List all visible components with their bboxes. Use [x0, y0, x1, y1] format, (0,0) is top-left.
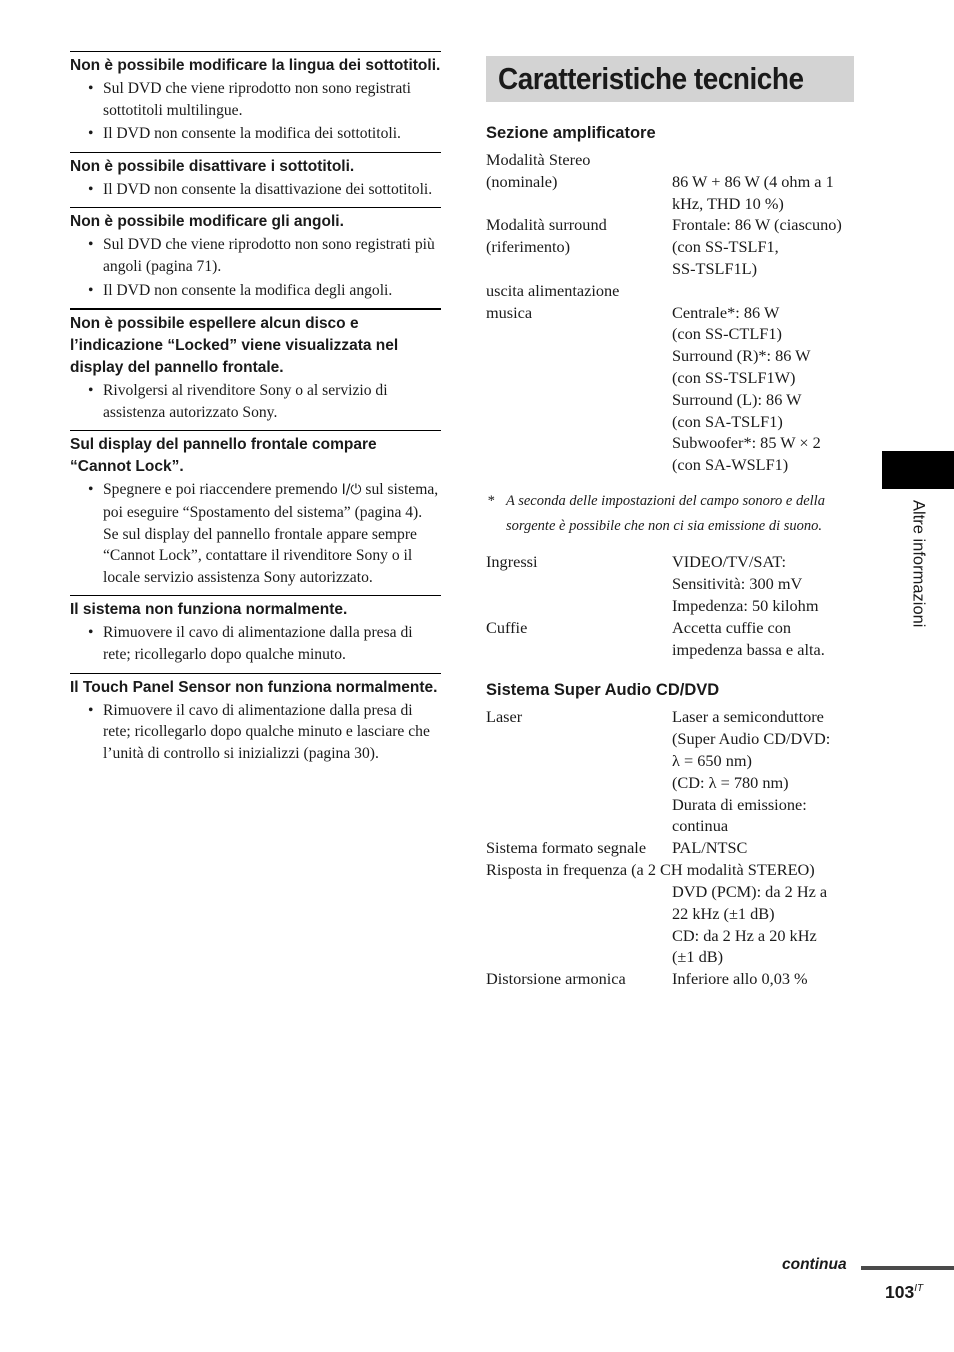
spec-surround — [486, 214, 854, 279]
power-icon: I/⏻ — [341, 482, 362, 499]
bullet-list — [70, 78, 441, 145]
troubleshooting-column — [70, 51, 441, 771]
spec-laser — [486, 706, 854, 837]
spec-value — [672, 706, 854, 837]
spec-label — [486, 149, 672, 214]
section-heading: Il sistema non funziona normalmente. — [70, 601, 348, 619]
bullet-item: • Rimuovere il cavo di alimentazione dalla presa di rete; ricollegarlo dopo qualche minuto. — [70, 622, 441, 665]
bullet-list — [70, 622, 441, 665]
spec-value-line: Centrale*: 86 W — [672, 302, 780, 322]
spec-headphones — [486, 617, 854, 661]
spec-label-line: uscita alimentazione — [486, 280, 620, 300]
bullet-item: • Sul DVD che viene riprodotto non sono registrati più angoli (pagina 71). — [70, 234, 441, 277]
spec-value — [672, 280, 854, 476]
spec-value-line: continua — [672, 816, 729, 836]
spec-value-line: CD: da 2 Hz a 20 kHz — [672, 925, 817, 945]
spec-value-line: impedenza bassa e alta. — [672, 639, 825, 659]
specifications-column — [486, 56, 854, 990]
section-heading: Sul display del pannello frontale compare “Cannot Lock”. — [70, 436, 377, 476]
spec-stereo — [486, 149, 854, 214]
spec-value-line: (CD: λ = 780 nm) — [672, 772, 789, 792]
spec-label-line: Modalità surround — [486, 215, 607, 235]
spec-value-line: (Super Audio CD/DVD: — [672, 729, 831, 749]
bullet-list — [70, 179, 441, 201]
spec-value-line: (con SS-CTLF1) — [672, 324, 782, 344]
page-title-box — [486, 56, 854, 102]
spec-label-line: Modalità Stereo — [486, 150, 591, 169]
section-heading: Non è possibile modificare la lingua dei sottotitoli. — [70, 57, 441, 74]
ts-section-system-malfunction — [70, 595, 441, 665]
spec-value-line: Laser a semiconduttore — [672, 707, 824, 727]
spec-value — [672, 214, 854, 279]
spec-frequency-label: Risposta in frequenza (a 2 CH modalità STEREO) — [486, 859, 815, 879]
spec-value-line: Impedenza: 50 kilohm — [672, 595, 819, 615]
bullet-item — [70, 479, 441, 588]
spec-value-line: Surround (L): 86 W — [672, 389, 802, 409]
spec-value: 86 W + 86 W (4 ohm a 1 kHz, THD 10 %) — [672, 171, 834, 213]
spec-value-line: Accetta cuffie con — [672, 617, 792, 637]
spec-value-line: Surround (R)*: 86 W — [672, 346, 811, 366]
footnote — [486, 489, 854, 539]
bullet-item: • Rivolgersi al rivenditore Sony o al servizio di assistenza autorizzato Sony. — [70, 380, 441, 423]
spec-value — [672, 551, 854, 616]
spec-label — [486, 280, 672, 476]
spec-value-line: DVD (PCM): da 2 Hz a — [672, 881, 828, 901]
bullet-list — [70, 700, 441, 765]
ts-section-subtitle-language — [70, 51, 441, 145]
section-heading: Il Touch Panel Sensor non funziona normalmente. — [70, 678, 438, 696]
bullet-text-suffix: sul sistema, poi eseguire “Spostamento del sistema” (pagina 4). Se sul display del pannello frontale appare sempre “Cannot Lock”, contattare il rivenditore Sony o il locale servizio assistenza Sony autorizzato. — [103, 481, 439, 586]
spec-label-line: (riferimento) — [486, 237, 571, 257]
spec-value — [672, 881, 854, 968]
spec-value-line: Frontale: 86 W (ciascuno) — [672, 215, 842, 235]
spec-label: Laser — [486, 707, 523, 727]
section-heading: Non è possibile disattivare i sottotitoli. — [70, 157, 355, 175]
spec-value: Inferiore allo 0,03 % — [672, 969, 808, 989]
footnote-mark: * — [487, 492, 495, 509]
spec-label: Ingressi — [486, 552, 538, 572]
spec-value-line: λ = 650 nm) — [672, 750, 752, 770]
section-tab-marker — [882, 451, 954, 489]
spec-value-line: (con SA-WSLF1) — [672, 455, 789, 475]
spec-frequency — [486, 881, 854, 968]
section-heading: Non è possibile modificare gli angoli. — [70, 213, 344, 231]
spec-value-line: (con SS-TSLF1W) — [672, 367, 796, 387]
page-title: Caratteristiche tecniche — [498, 61, 804, 96]
bullet-item: • Rimuovere il cavo di alimentazione dalla presa di rete; ricollegarlo dopo qualche minuto e lasciare che l’unità di controllo si inizializzi (pagina 30). — [70, 700, 441, 765]
spec-label-line: musica — [486, 302, 533, 322]
spec-signal-format — [486, 837, 854, 859]
bullet-list — [70, 479, 441, 588]
spec-label: Distorsione armonica — [486, 969, 626, 989]
spec-distortion — [486, 968, 854, 990]
spec-label-line: (nominale) — [486, 171, 558, 191]
spec-label: Cuffie — [486, 617, 528, 637]
spec-value-line: VIDEO/TV/SAT: — [672, 552, 787, 572]
page-number — [885, 1282, 923, 1303]
sacd-heading: Sistema Super Audio CD/DVD — [486, 681, 720, 700]
page-number-value: 103 — [885, 1282, 915, 1302]
spec-label-empty — [486, 881, 672, 968]
spec-value-line: SS-TSLF1L) — [672, 258, 758, 278]
section-heading: Non è possibile espellere alcun disco e l’indicazione “Locked” viene visualizzata nel display del pannello frontale. — [70, 315, 399, 377]
amplifier-heading: Sezione amplificatore — [486, 124, 656, 142]
spec-value: PAL/NTSC — [672, 838, 748, 858]
bullet-text-prefix: Spegnere e poi riaccendere premendo — [103, 481, 338, 499]
ts-section-cannot-lock — [70, 430, 441, 588]
page-number-suffix: IT — [914, 1283, 924, 1294]
spec-value-line: (con SS-TSLF1, — [672, 237, 779, 257]
spec-value-line: (±1 dB) — [672, 947, 723, 967]
ts-section-touch-panel — [70, 673, 441, 765]
continued-line — [861, 1266, 954, 1270]
spec-value-line: Subwoofer*: 85 W × 2 — [672, 433, 821, 453]
spec-value-line: Durata di emissione: — [672, 794, 807, 814]
spec-value — [672, 617, 854, 661]
spec-value-line: Sensitività: 300 mV — [672, 574, 803, 594]
spec-inputs — [486, 551, 854, 616]
spec-value-line: 22 kHz (±1 dB) — [672, 903, 775, 923]
continued-label: continua — [782, 1256, 847, 1273]
spec-label: Sistema formato segnale — [486, 838, 647, 858]
ts-section-subtitle-off — [70, 152, 441, 201]
spec-value-line: (con SA-TSLF1) — [672, 411, 783, 431]
footnote-text: A seconda delle impostazioni del campo sonoro e della sorgente è possibile che non ci sia emissione di suono. — [506, 492, 825, 535]
bullet-item: • Il DVD non consente la disattivazione dei sottotitoli. — [70, 179, 441, 201]
bullet-item: • Il DVD non consente la modifica degli angoli. — [70, 280, 441, 302]
bullet-item: • Il DVD non consente la modifica dei sottotitoli. — [70, 123, 441, 145]
bullet-list — [70, 234, 441, 301]
bullet-item: • Sul DVD che viene riprodotto non sono registrati sottotitoli multilingue. — [70, 78, 441, 121]
ts-section-angles — [70, 207, 441, 301]
ts-section-locked — [70, 308, 441, 423]
side-section-label: Altre informazioni — [909, 500, 928, 628]
spec-label — [486, 214, 672, 279]
spec-music-power — [486, 280, 854, 476]
bullet-list — [70, 380, 441, 423]
